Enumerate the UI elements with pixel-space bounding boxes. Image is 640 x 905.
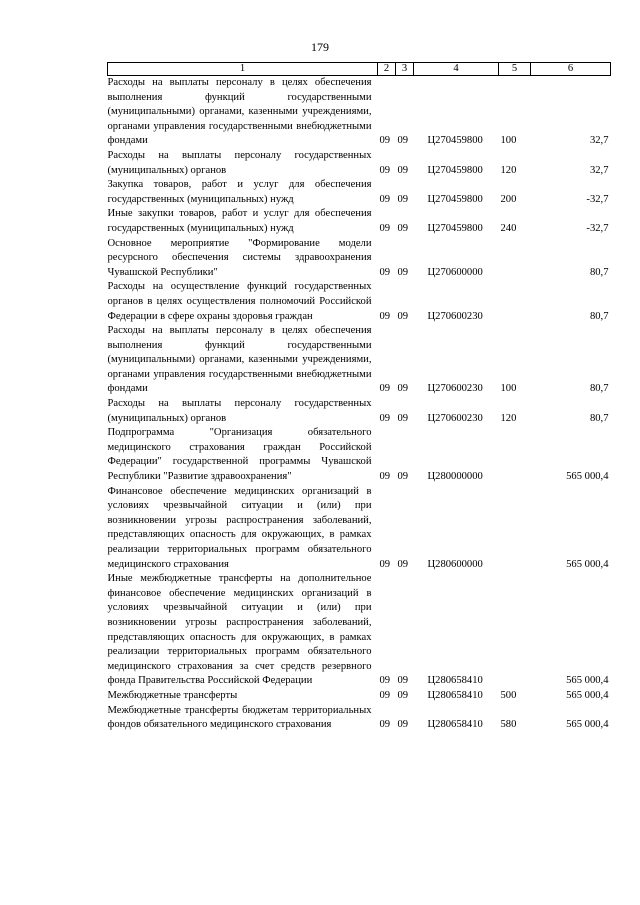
table-row bbox=[108, 485, 611, 573]
table-row bbox=[108, 426, 611, 484]
row-description: Расходы на выплаты персоналу государственных (муниципальных) органов bbox=[107, 398, 372, 424]
row-section: 09 bbox=[379, 222, 391, 234]
row-section: 09 bbox=[379, 412, 391, 424]
header-row bbox=[108, 63, 611, 76]
header-cell-expense-type: 5 bbox=[499, 63, 531, 76]
row-section: 09 bbox=[379, 383, 391, 395]
row-code: Ц280658410 bbox=[427, 689, 483, 701]
row-expense-type: 200 bbox=[500, 193, 517, 205]
row-code: Ц270600230 bbox=[427, 383, 483, 395]
row-expense-type: 120 bbox=[500, 412, 517, 424]
table-row bbox=[108, 397, 611, 426]
row-amount: 565 000,4 bbox=[566, 689, 609, 701]
table-row bbox=[108, 704, 611, 733]
row-code: Ц280000000 bbox=[427, 471, 483, 483]
table-row bbox=[108, 237, 611, 281]
row-code: Ц280658410 bbox=[427, 675, 483, 687]
row-subsection: 09 bbox=[397, 675, 409, 687]
row-amount: 565 000,4 bbox=[566, 719, 609, 731]
row-expense-type bbox=[499, 485, 531, 573]
header-cell-code: 4 bbox=[414, 63, 499, 76]
header-cell-amount: 6 bbox=[531, 63, 611, 76]
row-code: Ц280658410 bbox=[427, 719, 483, 731]
row-description: Закупка товаров, работ и услуг для обеспечения государственных (муниципальных) нужд bbox=[107, 179, 372, 205]
row-subsection: 09 bbox=[397, 164, 409, 176]
row-subsection: 09 bbox=[397, 689, 409, 701]
row-amount: 32,7 bbox=[589, 135, 609, 147]
row-code: Ц270600000 bbox=[427, 266, 483, 278]
row-code: Ц270459800 bbox=[427, 135, 483, 147]
table-row bbox=[108, 149, 611, 178]
budget-table bbox=[107, 62, 611, 733]
row-description: Расходы на осуществление функций государственных органов в целях осуществления полномочий Российской Федерации в сфере охраны здоровья граждан bbox=[107, 281, 372, 322]
table-row bbox=[108, 572, 611, 689]
row-description: Подпрограмма "Организация обязательного медицинского страхования граждан Российской Федерации" государственной программы Чувашской Республики "Развитие здравоохранения" bbox=[107, 427, 372, 483]
row-amount: 80,7 bbox=[589, 412, 609, 424]
row-subsection: 09 bbox=[397, 135, 409, 147]
row-description: Основное мероприятие "Формирование модели ресурсного обеспечения системы здравоохранения Чувашской Республики" bbox=[107, 237, 372, 278]
row-description: Финансовое обеспечение медицинских организаций в условиях чрезвычайной ситуации и (или) при возникновении угрозы распространения заболеваний, представляющих опасность для окружающих, в рамках реализации территориальных программ обязательного медицинского страхования bbox=[107, 485, 372, 570]
row-expense-type: 580 bbox=[500, 719, 517, 731]
row-section: 09 bbox=[379, 689, 391, 701]
row-amount: 565 000,4 bbox=[566, 675, 609, 687]
row-expense-type bbox=[499, 237, 531, 281]
row-subsection: 09 bbox=[397, 719, 409, 731]
page-number: 179 bbox=[311, 40, 329, 54]
row-expense-type: 100 bbox=[500, 383, 517, 395]
row-section: 09 bbox=[379, 719, 391, 731]
row-description: Расходы на выплаты персоналу государственных (муниципальных) органов bbox=[107, 149, 372, 176]
row-section: 09 bbox=[379, 135, 391, 147]
row-section: 09 bbox=[379, 558, 391, 570]
row-subsection: 09 bbox=[397, 558, 409, 570]
row-expense-type bbox=[499, 280, 531, 324]
table-row bbox=[108, 689, 611, 704]
row-section: 09 bbox=[379, 310, 391, 322]
row-amount: 32,7 bbox=[589, 164, 609, 176]
header-cell-section: 2 bbox=[378, 63, 396, 76]
table-row bbox=[108, 178, 611, 207]
row-section: 09 bbox=[379, 471, 391, 483]
table-row bbox=[108, 324, 611, 397]
row-amount: -32,7 bbox=[586, 222, 609, 234]
row-subsection: 09 bbox=[397, 193, 409, 205]
row-subsection: 09 bbox=[397, 222, 409, 234]
table-body bbox=[108, 76, 611, 733]
header-cell-description: 1 bbox=[108, 63, 378, 76]
row-description: Расходы на выплаты персоналу в целях обеспечения выполнения функций государственными (муниципальными) органами, казенными учреждениями, органами управления государственными внебюджетными фондами bbox=[107, 77, 372, 147]
row-expense-type bbox=[499, 572, 531, 689]
row-subsection: 09 bbox=[397, 383, 409, 395]
row-subsection: 09 bbox=[397, 310, 409, 322]
row-expense-type: 120 bbox=[500, 164, 517, 176]
row-expense-type: 100 bbox=[500, 135, 517, 147]
row-subsection: 09 bbox=[397, 471, 409, 483]
header-cell-subsection: 3 bbox=[396, 63, 414, 76]
row-description: Расходы на выплаты персоналу в целях обеспечения выполнения функций государственными (муниципальными) органами, казенными учреждениями, органами управления государственными внебюджетными фондами bbox=[107, 325, 372, 395]
row-code: Ц270600230 bbox=[427, 412, 483, 424]
row-amount: 80,7 bbox=[589, 383, 609, 395]
row-subsection: 09 bbox=[397, 412, 409, 424]
row-code: Ц280600000 bbox=[427, 558, 483, 570]
row-code: Ц270459800 bbox=[427, 222, 483, 234]
row-amount: -32,7 bbox=[586, 193, 609, 205]
row-expense-type: 500 bbox=[500, 689, 517, 701]
row-amount: 565 000,4 bbox=[566, 558, 609, 570]
row-subsection: 09 bbox=[397, 266, 409, 278]
row-section: 09 bbox=[379, 164, 391, 176]
row-expense-type bbox=[499, 426, 531, 484]
table-row bbox=[108, 76, 611, 149]
row-code: Ц270459800 bbox=[427, 164, 483, 176]
row-amount: 80,7 bbox=[589, 310, 609, 322]
row-code: Ц270459800 bbox=[427, 193, 483, 205]
row-description: Иные закупки товаров, работ и услуг для обеспечения государственных (муниципальных) нужд bbox=[107, 208, 372, 234]
row-amount: 565 000,4 bbox=[566, 471, 609, 483]
row-amount: 80,7 bbox=[589, 266, 609, 278]
table-row bbox=[108, 280, 611, 324]
table-row bbox=[108, 207, 611, 236]
row-description: Иные межбюджетные трансферты на дополнительное финансовое обеспечение медицинских организаций в условиях чрезвычайной ситуации и (или) при возникновении угрозы распространения заболеваний, представляющих опасность для окружающих, в рамках реализации территориальных программ обязательного медицинского страхования за счет средств резервного фонда Правительства Российской Федерации bbox=[107, 573, 372, 687]
row-expense-type: 240 bbox=[500, 222, 517, 234]
row-section: 09 bbox=[379, 675, 391, 687]
row-section: 09 bbox=[379, 266, 391, 278]
row-code: Ц270600230 bbox=[427, 310, 483, 322]
row-description: Межбюджетные трансферты бюджетам территориальных фондов обязательного медицинского страхования bbox=[107, 704, 372, 731]
row-description: Межбюджетные трансферты bbox=[107, 689, 238, 701]
row-section: 09 bbox=[379, 193, 391, 205]
